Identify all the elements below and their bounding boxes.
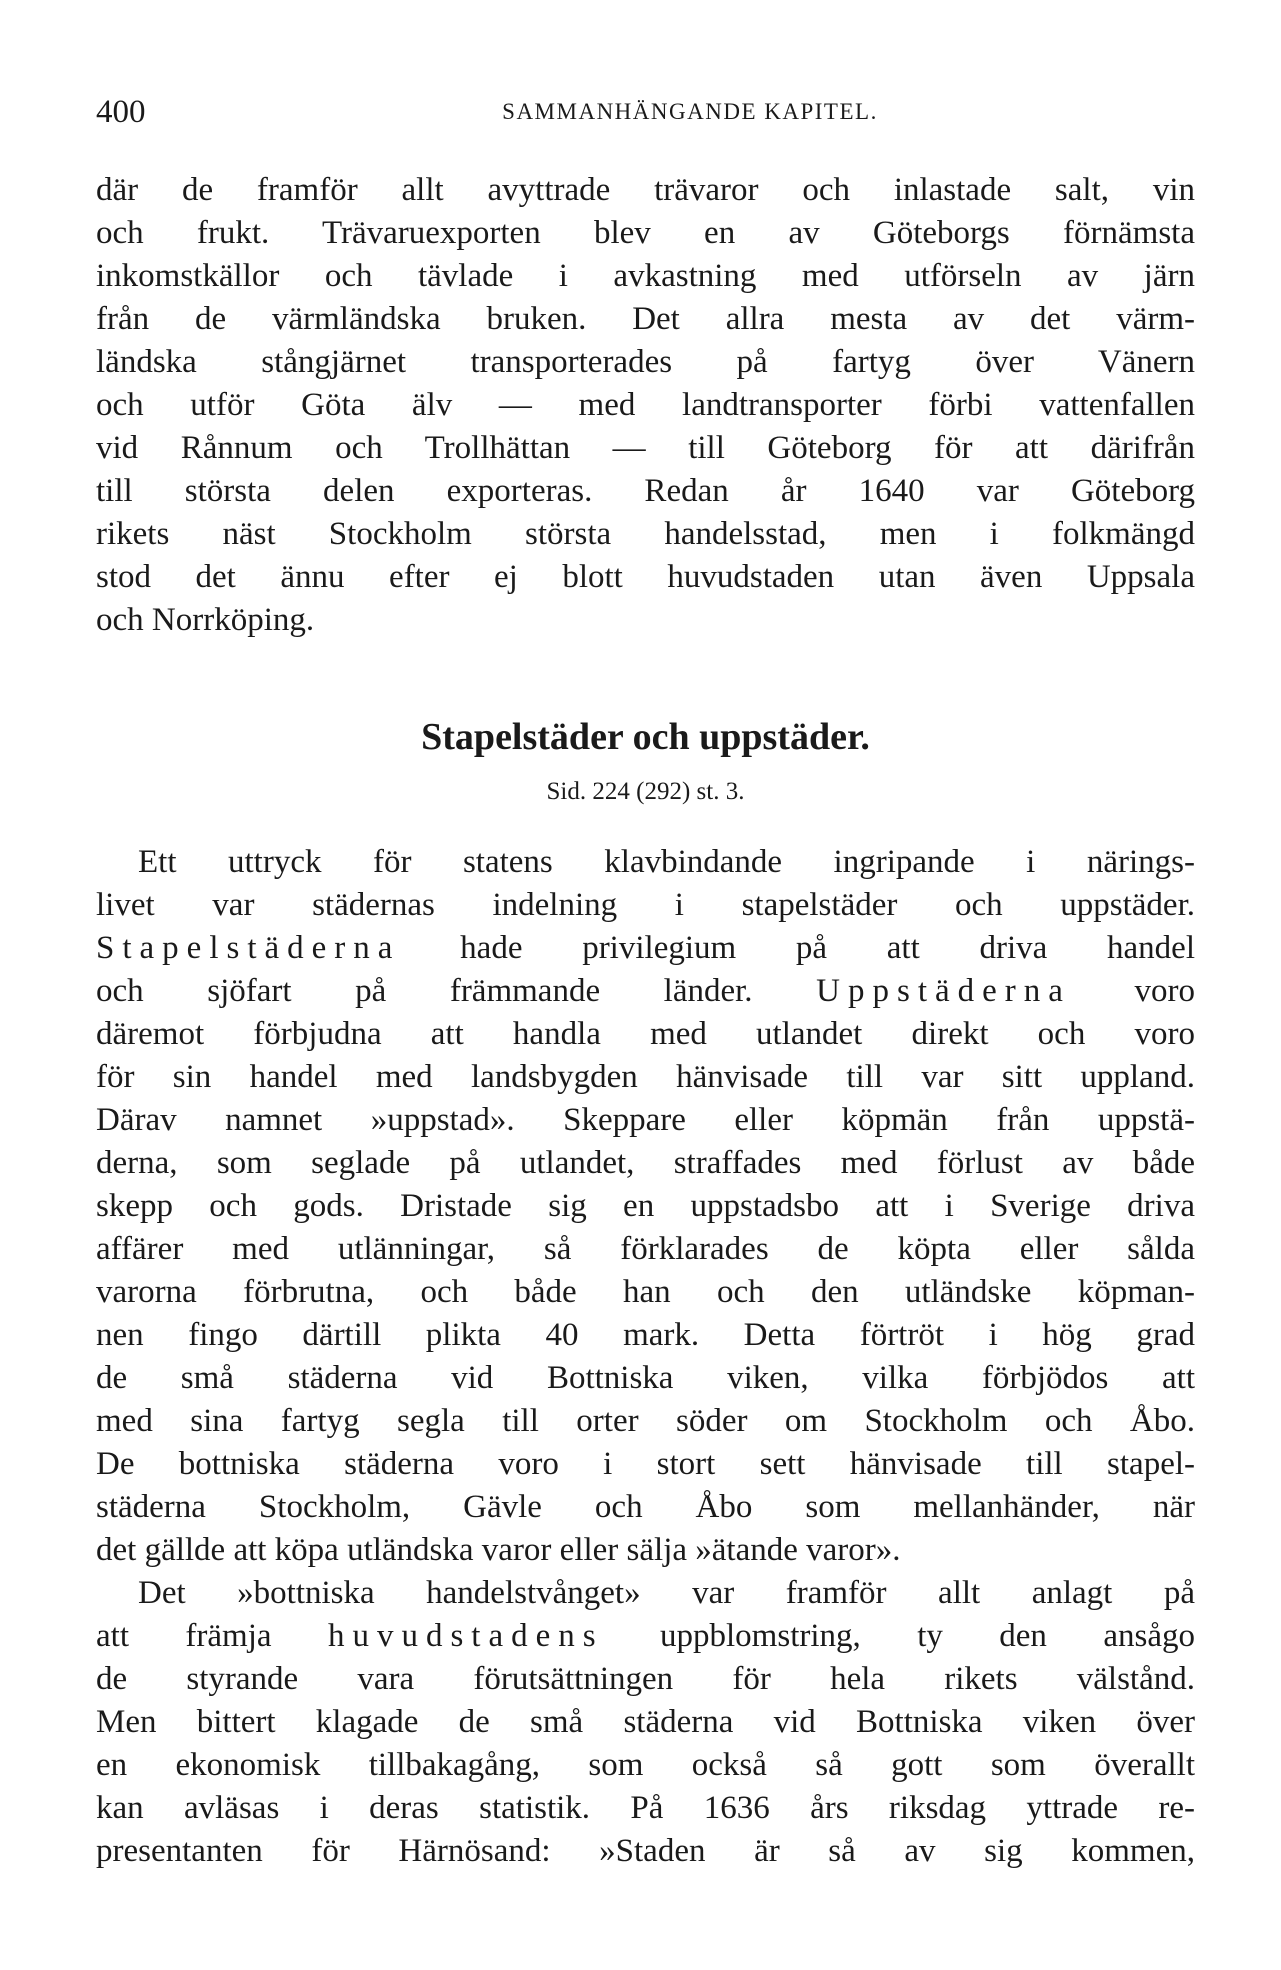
running-title: SAMMANHÄNGANDE KAPITEL.: [502, 99, 878, 124]
text-line: derna, som seglade på utlandet, straffades med förlust av både: [96, 1145, 1195, 1181]
paragraph-2-and-3: [96, 841, 1195, 1873]
text-line: [96, 970, 1195, 1013]
letterspaced-term: Stapelstäderna: [96, 930, 401, 966]
text-run: uppblomstring, ty den ansågo: [603, 1618, 1195, 1654]
text-line: de små städerna vid Bottniska viken, vilka förbjödos att: [96, 1360, 1195, 1396]
letterspaced-term: huvudstadens: [327, 1618, 604, 1654]
text-line: de styrande vara förutsättningen för hela rikets välstånd.: [96, 1661, 1195, 1697]
text-line: nen fingo därtill plikta 40 mark. Detta förtröt i hög grad: [96, 1317, 1195, 1353]
letterspaced-term: Uppstäderna: [816, 973, 1071, 1009]
text-line: från de värmländska bruken. Det allra mesta av det värm-: [96, 301, 1195, 337]
page-number: 400: [96, 94, 146, 130]
text-line: där de framför allt avyttrade trävaror och inlastade salt, vin: [96, 172, 1195, 208]
text-line: ländska stångjärnet transporterades på fartyg över Vänern: [96, 344, 1195, 380]
text-line: stod det ännu efter ej blott huvudstaden utan även Uppsala: [96, 559, 1195, 595]
text-line: Men bittert klagade de små städerna vid Bottniska viken över: [96, 1704, 1195, 1740]
text-line: presentanten för Härnösand: »Staden är så av sig kommen,: [96, 1833, 1195, 1869]
text-line: Ett uttryck för statens klavbindande ingripande i närings-: [138, 844, 1195, 880]
text-line: [96, 1615, 1195, 1658]
paragraph-1: [96, 169, 1195, 642]
text-line: rikets näst Stockholm största handelsstad, men i folkmängd: [96, 516, 1195, 552]
text-line: [96, 927, 1195, 970]
text-line: däremot förbjudna att handla med utlandet direkt och voro: [96, 1016, 1195, 1052]
text-line: livet var städernas indelning i stapelstäder och uppstäder.: [96, 887, 1195, 923]
text-run: att främja: [96, 1618, 328, 1654]
text-line: och utför Göta älv — med landtransporter förbi vattenfallen: [96, 387, 1195, 423]
text-line: De bottniska städerna voro i stort sett hänvisade till stapel-: [96, 1446, 1195, 1482]
text-line: Därav namnet »uppstad». Skeppare eller köpmän från uppstä-: [96, 1102, 1195, 1138]
text-line: för sin handel med landsbygden hänvisade till var sitt uppland.: [96, 1059, 1195, 1095]
text-line: och frukt. Trävaruexporten blev en av Göteborgs förnämsta: [96, 215, 1195, 251]
text-run: och sjöfart på främmande länder.: [96, 973, 817, 1009]
text-run: hade privilegium på att driva handel: [400, 930, 1195, 966]
text-run: voro: [1070, 973, 1195, 1009]
section-heading: Stapelstäder och uppstäder.: [421, 716, 870, 758]
text-line: vid Rånnum och Trollhättan — till Göteborg för att därifrån: [96, 430, 1195, 466]
text-line: inkomstkällor och tävlade i avkastning med utförseln av järn: [96, 258, 1195, 294]
text-line: det gällde att köpa utländska varor eller sälja »ätande varor».: [96, 1532, 901, 1568]
section-reference: Sid. 224 (292) st. 3.: [546, 778, 745, 805]
text-line: en ekonomisk tillbakagång, som också så gott som överallt: [96, 1747, 1195, 1783]
text-line: kan avläsas i deras statistik. På 1636 års riksdag yttrade re-: [96, 1790, 1195, 1826]
text-line: med sina fartyg segla till orter söder om Stockholm och Åbo.: [96, 1403, 1195, 1439]
text-line: affärer med utlänningar, så förklarades de köpta eller sålda: [96, 1231, 1195, 1267]
text-line: varorna förbrutna, och både han och den utländske köpman-: [96, 1274, 1195, 1310]
text-line: till största delen exporteras. Redan år 1640 var Göteborg: [96, 473, 1195, 509]
running-head: [96, 88, 1194, 136]
text-line: skepp och gods. Dristade sig en uppstadsbo att i Sverige driva: [96, 1188, 1195, 1224]
text-line: städerna Stockholm, Gävle och Åbo som mellanhänder, när: [96, 1489, 1195, 1525]
text-line: Det »bottniska handelstvånget» var framför allt anlagt på: [138, 1575, 1195, 1611]
text-line: och Norrköping.: [96, 602, 315, 638]
